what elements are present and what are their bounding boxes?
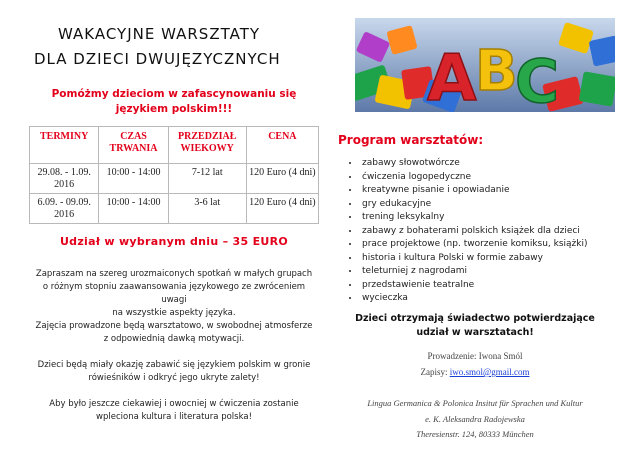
paragraph-intro	[29, 268, 319, 320]
certificate-note	[330, 312, 620, 340]
paragraph-line: na wszystkie aspekty języka.	[112, 308, 236, 318]
cell-price: 120 Euro (4 dni)	[246, 164, 318, 194]
slogan-line-2: językiem polskim!!!	[115, 103, 233, 115]
enroll-label: Zapisy:	[420, 367, 448, 377]
list-item: • historia i kultura Polski w formie zabawy	[360, 252, 640, 266]
table-row	[30, 164, 319, 194]
col-header-terminy: TERMINY	[30, 127, 99, 164]
cell-age: 7-12 lat	[168, 164, 246, 194]
list-item: • wycieczka	[360, 292, 640, 306]
paragraph-line: wpleciona kultura i literatura polska!	[96, 412, 252, 422]
institute-line-2: e. K. Aleksandra Radojewska	[425, 413, 525, 424]
list-item: • ćwiczenia logopedyczne	[360, 171, 640, 185]
col-header-wiek: PRZEDZIAŁ WIEKOWY	[168, 127, 246, 164]
paragraph-line: Zajęcia prowadzone będą warsztatowo, w swobodnej atmosferze	[35, 321, 313, 331]
cell-age: 3-6 lat	[168, 194, 246, 224]
list-item: • prace projektowe (np. tworzenie komiksu, książki)	[360, 238, 640, 252]
paragraph-line: o różnym stopniu zaawansowania językowego ze zwróceniem uwagi	[42, 282, 306, 305]
cell-dates: 6.09. - 09.09. 2016	[30, 194, 99, 224]
enrollment	[330, 367, 620, 377]
paragraph-line: z odpowiednią dawką motywacji.	[103, 334, 245, 344]
paragraph-culture	[29, 398, 319, 424]
schedule-table	[29, 126, 319, 224]
left-column	[14, 0, 316, 452]
participation-price: Udział w wybranym dniu – 35 EURO	[59, 235, 289, 248]
cell-time: 10:00 - 14:00	[99, 164, 168, 194]
certificate-line-1: Dzieci otrzymają świadectwo potwierdzające	[355, 313, 595, 324]
list-item: • gry edukacyjne	[360, 198, 640, 212]
flyer-title	[34, 22, 314, 72]
col-header-cena: CENA	[246, 127, 318, 164]
email-link[interactable]: iwo.smol@gmail.com	[449, 367, 530, 377]
certificate-line-2: udział w warsztatach!	[416, 327, 534, 338]
list-item: • kreatywne pisanie i opowiadanie	[360, 184, 640, 198]
list-item: • zabawy z bohaterami polskich książek dla dzieci	[360, 225, 640, 239]
program-list	[338, 157, 640, 306]
institute-line-1: Lingua Germanica & Polonica Insitut für Sprachen und Kultur	[367, 398, 583, 408]
cell-price: 120 Euro (4 dni)	[246, 194, 318, 224]
title-line-2: DLA DZIECI DWUJĘZYCZNYCH	[34, 50, 281, 68]
table-header-row	[30, 127, 319, 164]
institute-line-3: Theresienstr. 124, 80333 München	[416, 429, 534, 439]
list-item: • teleturniej z nagrodami	[360, 265, 640, 279]
paragraph-line: Aby było jeszcze ciekawiej i owocniej w ćwiczenia zostanie	[49, 399, 299, 409]
paragraph-line: Zapraszam na szereg urozmaiconych spotkań w małych grupach	[35, 269, 313, 279]
instructor: Prowadzenie: Iwona Smól	[427, 351, 523, 361]
letter-c-block: C	[515, 47, 560, 112]
table-row	[30, 194, 319, 224]
slogan	[34, 87, 314, 117]
list-item: • zabawy słowotwórcze	[360, 157, 640, 171]
letter-b-block: B	[475, 39, 518, 104]
paragraph-fun	[29, 359, 319, 385]
cell-dates: 29.08. - 1.09. 2016	[30, 164, 99, 194]
paragraph-line: Dzieci będą miały okazję zabawić się językiem polskim w gronie	[37, 360, 311, 370]
paragraph-format	[29, 320, 319, 346]
abc-blocks-image	[355, 18, 615, 112]
title-line-1: WAKACYJNE WARSZTATY	[58, 25, 261, 43]
list-item: • trening leksykalny	[360, 211, 640, 225]
abc-blocks-illustration	[355, 18, 615, 112]
slogan-line-1: Pomóżmy dzieciom w zafascynowaniu się	[51, 88, 297, 100]
paragraph-line: rówieśników i odkryć jego ukryte zalety!	[88, 373, 260, 383]
letter-a-block: A	[427, 42, 477, 112]
program-title: Program warsztatów:	[338, 133, 484, 147]
list-item: • przedstawienie teatralne	[360, 279, 640, 293]
institute-info	[330, 396, 620, 443]
cell-time: 10:00 - 14:00	[99, 194, 168, 224]
right-column	[330, 0, 630, 452]
col-header-czas: CZAS TRWANIA	[99, 127, 168, 164]
